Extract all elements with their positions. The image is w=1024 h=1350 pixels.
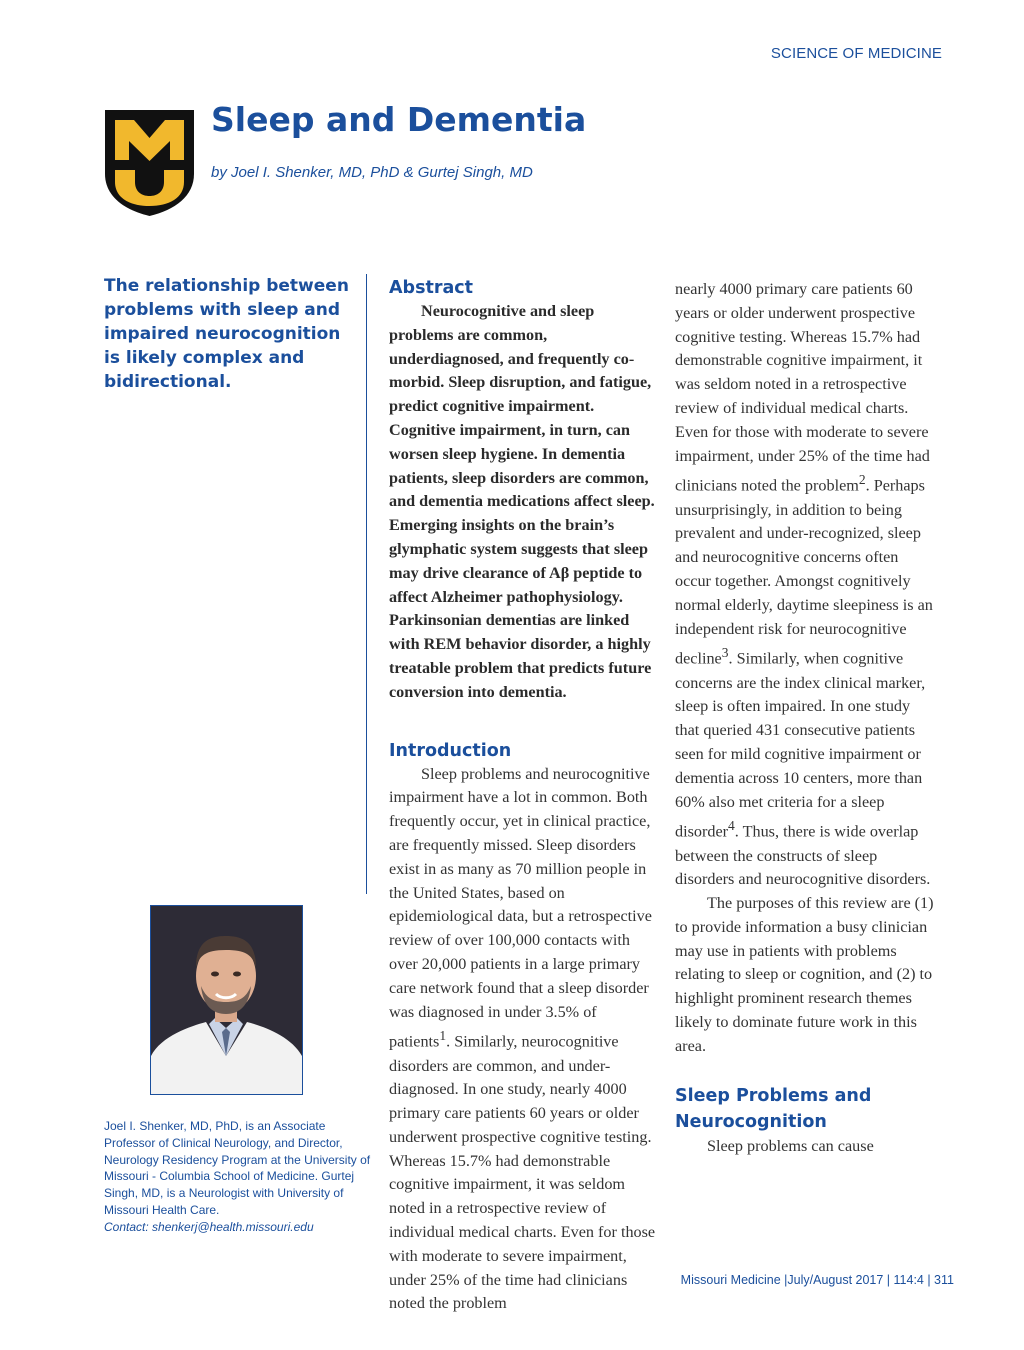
introduction-paragraph-2: The purposes of this review are (1) to provide information a busy clinician may use in patients with problems relating to sleep or cognition, and (2) to highlight prominent research themes likely to dominate future work in this area. (675, 894, 934, 1055)
page-footer: Missouri Medicine |July/August 2017 | 114:4 | 311 (680, 1273, 954, 1287)
author-bio (104, 1118, 372, 1236)
bio-text: Joel I. Shenker, MD, PhD, is an Associate Professor of Clinical Neurology, and Director, Neurology Residency Program at the University of Missouri - Columbia School of Medicine. Gurtej Singh, MD, is a Neurologist with University of Missouri Health Care. (104, 1119, 371, 1217)
introduction-paragraph-1: Sleep problems and neurocognitive impairment have a lot in common. Both frequently occur, yet in clinical practice, are frequently missed. Sleep disorders exist in as many as 70 million people in the United States, based on epidemiological data, but a retrospective review of over 100,000 contacts with over 20,000 patients in a large primary care network found that a sleep disorder was diagnosed in under 3.5% of patients$^1$. Similarly, neurocognitive disorders are common, and under-diagnosed. In one study, nearly 4000 primary care patients 60 years or older underwent prospective cognitive testing. Whereas 15.7% had demonstrable cognitive impairment, it was seldom noted in a retrospective review of individual medical charts. Even for those with moderate to severe impairment, under 25% of the time had clinicians noted the problem (389, 764, 656, 1313)
introduction-paragraph-1-cont: nearly 4000 primary care patients 60 years or older underwent prospective cognitive testing. Whereas 15.7% had demonstrable cognitive impairment, it was seldom noted in a retrospective review of individual medical charts. Even for those with moderate to severe impairment, under 25% of the time had clinicians noted the problem$^2$. Perhaps unsurprisingly, in addition to being prevalent and under-recognized, sleep and neurocognitive concerns often occur together. Amongst cognitively normal elderly, daytime sleepiness is an independent risk for neurocognitive decline$^3$. Similarly, when cognitive concerns are the index clinical marker, sleep is often impaired. In one study that queried 431 consecutive patients seen for mild cognitive impairment or dementia across 10 centers, more than 60% also met criteria for a sleep disorder$^4$. Thus, there is wide overlap between the constructs of sleep disorders and neurocognitive disorders. (675, 280, 933, 889)
abstract-body: Neurocognitive and sleep problems are common, underdiagnosed, and frequently co-morbid. Sleep disruption, and fatigue, predict cognitive impairment. Cognitive impairment, in turn, can worsen sleep hygiene. In dementia patients, sleep disorders are common, and dementia medications affect sleep. Emerging insights on the brain’s glymphatic system suggests that sleep may drive clearance of Aβ peptide to affect Alzheimer pathophysiology. Parkinsonian dementias are linked with REM behavior disorder, a highly treatable problem that predicts future conversion into dementia. (389, 302, 655, 701)
column-middle (389, 276, 657, 1316)
section-label: SCIENCE OF MEDICINE (770, 45, 942, 62)
introduction-heading: Introduction (389, 740, 512, 761)
column-right (675, 278, 937, 1158)
continued-text: nearly 4000 primary care patients 60 years or older underwent prospective cognitive testing. Whereas 15.7% had demonstrable cognitive impairment, it was seldom noted in a retrospective review of individual medical charts. Even for those with moderate to severe impairment, under 25% of the time had clinicians noted the problem (675, 280, 930, 495)
author-photo (150, 905, 303, 1095)
contact-email[interactable]: Contact: shenkerj@health.missouri.edu (104, 1219, 314, 1234)
column-divider (366, 274, 367, 894)
sleep-section-paragraph-1: Sleep problems can cause (707, 1136, 874, 1155)
article-title: Sleep and Dementia (211, 100, 587, 139)
pull-quote: The relationship between problems with sleep and impaired neurocognition is likely complex and bidirectional. (104, 276, 349, 392)
abstract-heading: Abstract (389, 278, 474, 298)
byline: by Joel I. Shenker, MD, PhD & Gurtej Singh, MD (211, 164, 533, 181)
sleep-section-heading: Sleep Problems and Neurocognition (675, 1085, 872, 1132)
mu-logo (101, 108, 198, 218)
